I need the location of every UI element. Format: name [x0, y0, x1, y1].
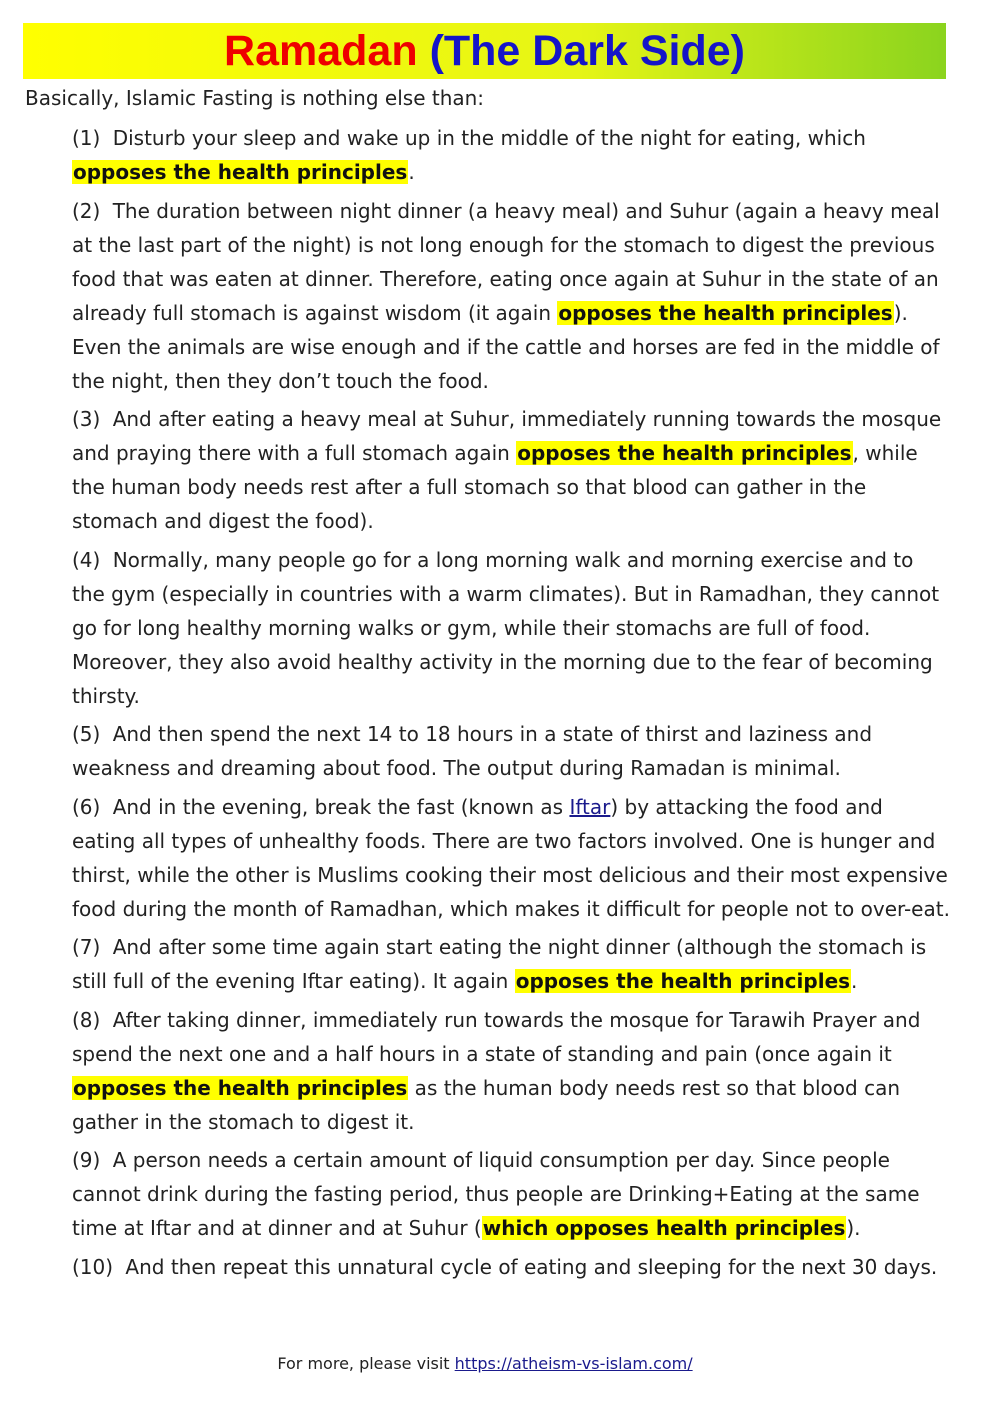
- list-item: [72, 121, 950, 189]
- item-text: , while the human body needs rest after a full stomach so that blood can gather in the stomach and digest the food).: [72, 441, 918, 533]
- list-item: [72, 790, 950, 926]
- item-number: (6): [72, 794, 101, 819]
- item-text: And in the evening, break the fast (known as: [112, 794, 570, 819]
- item-number: (8): [72, 1007, 101, 1032]
- highlighted-phrase: opposes the health principles: [517, 441, 852, 465]
- item-text: as the human body needs rest so that blood can gather in the stomach to digest it.: [72, 1075, 900, 1134]
- list-item: [72, 1003, 950, 1139]
- iftar-link[interactable]: Iftar: [569, 794, 611, 819]
- item-text: And after some time again start eating the night dinner (although the stomach is still full of the evening Iftar eating). It again: [72, 935, 927, 993]
- item-number: (5): [72, 722, 101, 746]
- item-number: (4): [72, 547, 101, 572]
- item-text: ).: [846, 1216, 861, 1240]
- item-text: And then repeat this unnatural cycle of eating and sleeping for the next 30 days.: [125, 1254, 938, 1279]
- item-text: .: [851, 969, 858, 993]
- item-text: Disturb your sleep and wake up in the middle of the night for eating, which: [112, 126, 866, 150]
- list-item: [72, 1250, 950, 1284]
- list-item: [72, 543, 950, 713]
- item-text: A person needs a certain amount of liquid consumption per day. Since people cannot drink during the fasting period, thus people are Drinking+Eating at the same time at Iftar and at dinner and at Suhur (: [72, 1148, 920, 1240]
- item-text: .: [408, 160, 415, 184]
- highlighted-phrase: opposes the health principles: [515, 969, 851, 993]
- item-text: After taking dinner, immediately run towards the mosque for Tarawih Prayer and spend the next one and a half hours in a state of standing and pain (once again it: [72, 1007, 921, 1066]
- item-number: (2): [72, 198, 101, 223]
- list-item: [72, 194, 950, 398]
- item-number: (10): [72, 1254, 114, 1279]
- list-item: [72, 930, 950, 998]
- title-ramadan: Ramadan: [224, 27, 418, 75]
- footer: [0, 1352, 970, 1376]
- highlighted-phrase: opposes the health principles: [73, 1075, 408, 1100]
- list-item: [72, 1143, 950, 1245]
- item-text: And after eating a heavy meal at Suhur, immediately running towards the mosque and praying there with a full stomach again: [72, 407, 942, 465]
- highlighted-phrase: opposes the health principles: [558, 300, 893, 325]
- item-text: The duration between night dinner (a heavy meal) and Suhur (again a heavy meal at the last part of the night) is not long enough for the stomach to digest the previous food that was eaten at dinner. Therefore, eating once again at Suhur in the state of an already full stomach is against wisdom (it again: [72, 198, 940, 325]
- list-item: [72, 402, 950, 538]
- item-text: ). Even the animals are wise enough and if the cattle and horses are fed in the middle of the night, then they don’t touch the food.: [72, 300, 940, 393]
- highlighted-phrase: which opposes health principles: [482, 1216, 846, 1240]
- item-text: ) by attacking the food and eating all types of unhealthy foods. There are two factors involved. One is hunger and thirst, while the other is Muslims cooking their most delicious and their most expensive food during the month of Ramadhan, which makes it difficult for people not to over-eat.: [72, 794, 950, 921]
- footer-text: For more, please visit: [277, 1354, 455, 1373]
- intro-text: Basically, Islamic Fasting is nothing else than:: [25, 86, 485, 110]
- item-number: (7): [72, 935, 101, 959]
- website-link[interactable]: https://atheism-vs-islam.com/: [454, 1354, 693, 1373]
- item-number: (1): [72, 126, 101, 150]
- item-text: Normally, many people go for a long morning walk and morning exercise and to the gym (especially in countries with a warm climates). But in Ramadhan, they cannot go for long healthy morning walks or gym, while their stomachs are full of food. Moreover, they also avoid healthy activity in the morning due to the fear of becoming thirsty.: [72, 547, 940, 708]
- title-dark-side: (The Dark Side): [429, 27, 745, 75]
- item-number: (9): [72, 1148, 101, 1172]
- title-banner: [23, 23, 946, 79]
- item-number: (3): [72, 407, 101, 431]
- item-text: And then spend the next 14 to 18 hours in a state of thirst and laziness and weakness and dreaming about food. The output during Ramadan is minimal.: [72, 722, 873, 780]
- points-list: [72, 121, 950, 1288]
- highlighted-phrase: opposes the health principles: [73, 160, 408, 184]
- list-item: [72, 717, 950, 785]
